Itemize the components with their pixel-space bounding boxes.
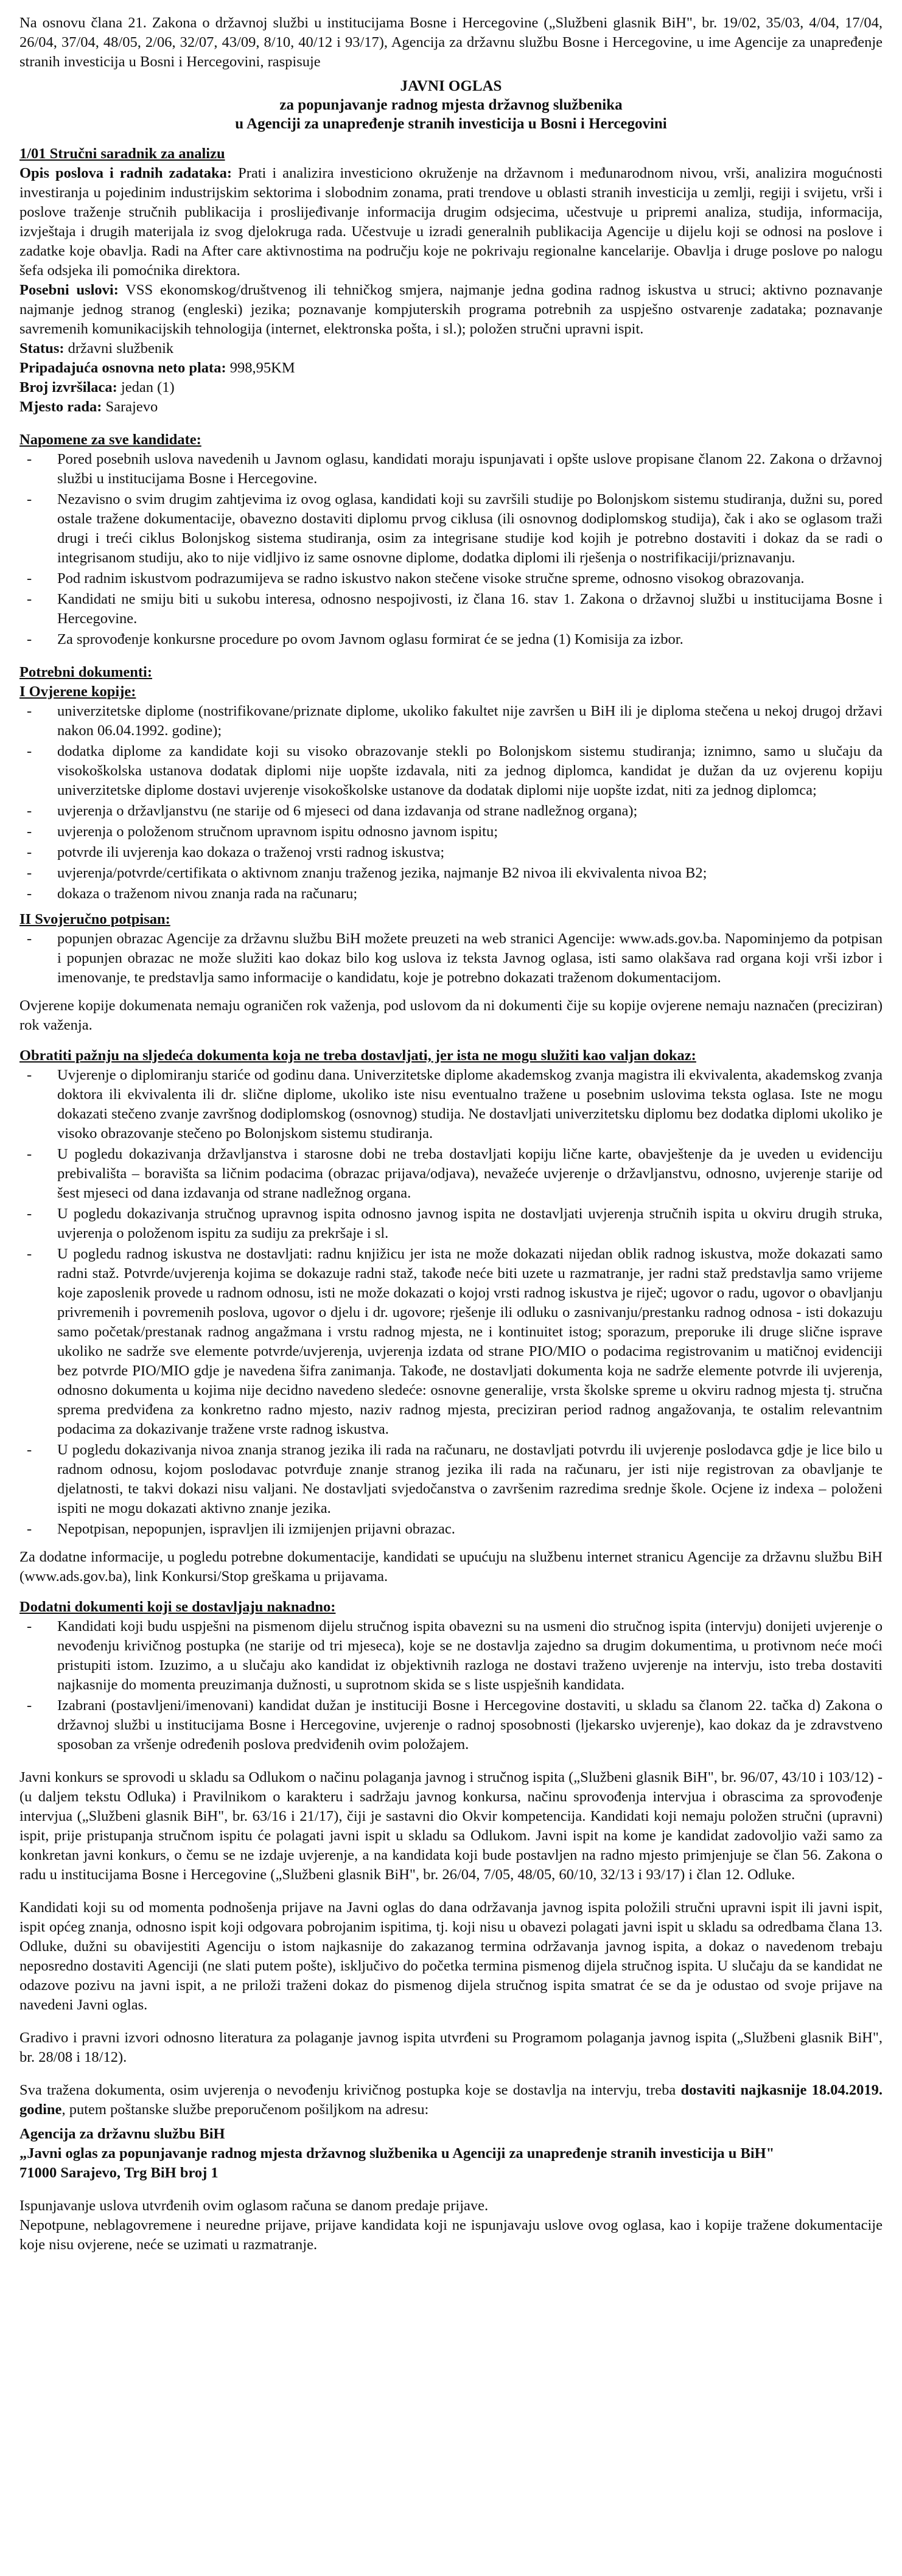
list-item: - U pogledu dokazivanja nivoa znanja stranog jezika ili rada na računaru, ne dostavljati potvrdu ili uvjerenje poslodavca gdje je lice bilo u radnom odnosu, kojom poslodavac potvrđuje znanje stranog jezika ili rada na računaru, jer isti nije registrovan za obavljanje te djelatnosti, te takvi dokazi nisu valjani. Ne dostavljati svjedočanstva o završenim razredima srednje škole. Ocjene iz indexa – položeni ispiti ne mogu dokazati aktivno znanje jezika. xyxy=(57,1440,883,1518)
description-label: Opis poslova i radnih zadataka: xyxy=(19,165,232,181)
location-label: Mjesto rada: xyxy=(19,399,102,415)
description-text: Prati i analizira investiciono okruženje na državnom i međunarodnom nivou, vrši, analizira mogućnosti investiranja u pojedinim industrijskim sektorima i slobodnim zonama, prati trendove u oblasti stranih investicija u zemlji, regiji i svijetu, vrši i poslove traženje stručnih publikacija i proslijeđivanje informacija drugim odsjecima, učestvuje u pripremi analiza, studija, informacija, izvještaja i drugih materijala iz svog djelokruga rada. Učestvuje u izradi generalnih publikacija Agencije u dijelu koji se odnosi na poslove i zadatke koje obavlja. Radi na After care aktivnostima na području koje ne pokrivaju regionalne kancelarije. Obavlja i druge poslove po nalogu šefa odsjeka ili pomoćnika direktora. xyxy=(19,165,883,279)
position-location xyxy=(19,397,883,417)
title-line-3: u Agenciji za unapređenje stranih investicija u Bosni i Hercegovini xyxy=(235,116,667,132)
status-label: Status: xyxy=(19,340,65,357)
documents-section xyxy=(19,663,883,1035)
list-item: - U pogledu dokazivanja stručnog upravnog ispita odnosno javnog ispita ne dostavljati uvjerenja stručnih ispita u okviru drugih struka, uvjerenja o položenom ispitu za sudiju za prekršaje i sl. xyxy=(57,1204,883,1243)
address-line-2: „Javni oglas za popunjavanje radnog mjesta državnog službenika u Agenciji za unapređenje stranih investicija u BiH" xyxy=(19,2145,775,2162)
list-item: - dodatka diplome za kandidate koji su visoko obrazovanje stekli po Bolonjskom sistemu studiranja; iznimno, samo u slučaju da visokoškolska ustanova dodatak diplomi nije uopšte izdavala, niti za jednog diplomca, kandidat je dužan da uz ovjerenu kopiju univerzitetske diplome dostavi uvjerenje visokoškolske ustanove da dodatak diplomi nije uopšte izdat, niti za jednog diplomca; xyxy=(57,742,883,800)
documents-heading: Potrebni dokumenti: xyxy=(19,664,153,680)
certified-copies-list xyxy=(19,702,883,904)
list-item: - potvrde ili uvjerenja kao dokaza o traženoj vrsti radnog iskustva; xyxy=(57,843,883,862)
list-item: - uvjerenja o državljanstvu (ne starije od 6 mjeseci od dana izdavanja od strane nadležnog organa); xyxy=(57,801,883,821)
literature-paragraph: Gradivo i pravni izvori odnosno literatura za polaganje javnog ispita utvrđeni su Programom polaganja javnog ispita („Službeni glasnik BiH", br. 28/08 i 18/12). xyxy=(19,2030,883,2065)
address-line-3: 71000 Sarajevo, Trg BiH broj 1 xyxy=(19,2165,219,2181)
certified-copies-heading: I Ovjerene kopije: xyxy=(19,683,136,700)
notes-section xyxy=(19,430,883,649)
submission-text-after: , putem poštanske službe preporučenom pošiljkom na adresu: xyxy=(61,2101,429,2118)
attention-list xyxy=(19,1066,883,1539)
list-item: - Nezavisno o svim drugim zahtjevima iz ovog oglasa, kandidati koji su završili studije po Bolonjskom sistemu studiranja, dužni su, pored ostale tražene dokumentacije, obavezno dostaviti diplomu prvog ciklusa (ili osnovnog dodiplomskog studija), čak i ako se oglasom traži drugi i treći ciklus Bolonjskog sistema studiranja, osim za integrisane studije kod kojih je potrebno dostaviti i dokaz da se radi o integrisanom studiju, ako to nije vidljivo iz same osnovne diplome, dodatka diplomi ili rješenja o nostrifikaciji/priznavanju. xyxy=(57,490,883,568)
additional-info: Za dodatne informacije, u pogledu potrebne dokumentacije, kandidati se upućuju na službenu internet stranicu Agencije za državnu službu BiH (www.ads.gov.ba), link Konkursi/Stop greškama u prijavama. xyxy=(19,1549,883,1585)
position-section xyxy=(19,144,883,417)
later-documents-list xyxy=(19,1617,883,1754)
position-description xyxy=(19,164,883,281)
attention-section xyxy=(19,1046,883,1539)
list-item: - Pod radnim iskustvom podrazumijeva se radno iskustvo nakon stečene visoke stručne spreme, odnosno visokog obrazovanja. xyxy=(57,569,883,588)
list-item: - Izabrani (postavljeni/imenovani) kandidat dužan je instituciji Bosne i Hercegovine dostaviti, u skladu sa članom 22. tačka d) Zakona o državnoj službi u institucijama Bosne i Hercegovine, uvjerenje o radnoj sposobnosti (ljekarsko uvjerenje), kao dokaz da je zdravstveno sposoban za vršenje određenih poslova predviđenih ovim položajem. xyxy=(57,1696,883,1754)
list-item: - U pogledu radnog iskustva ne dostavljati: radnu knjižicu jer ista ne može dokazati nijedan oblik radnog iskustva, može dokazati samo radni staž. Potvrde/uvjerenja kojima se dokazuje radni staž, takođe neće biti uzete u razmatranje, jer radni staž predstavlja samo vrijeme koje zaposlenik provede u radnom odnosu, isti ne može dokazati o kojoj vrsti radnog iskustva je riječ; ugovor o radu, ugovor o obavljanju privremenih i povremenih poslova, ugovor o djelu i dr. ugovore; rješenje ili odluku o zasnivanju/prestanku radnog odnosa - isti dokazuju samo početak/prestanak radnog angažmana i vrstu radnog mjesta, ne i kontinuitet istog; sporazum, preporuke ili druge slične isprave ukoliko ne sadrže sve elemente potvrde/uvjerenja, uvjerenja izdata od strane PIO/MIO o podacima registrovanim u matičnoj evidenciji bez potvrde PIO/MIO gdje je navedena šifra zanimanja. Takođe, ne dostavljati dokumenta koja ne sadrže elemente potvrde ili uvjerenja, odnosno dokumenta u kojima nije decidno navedeno sledeće: osnovne generalije, vrsta školske spreme u okviru radnog mjesta tj. stručna sprema predviđena za konkretno radno mjesto, naziv radnog mjesta, preciziran period radnog angažovanja, te ostalim relevantnim podacima za dokazivanje tražene vrste radnog iskustva. xyxy=(57,1244,883,1439)
title-line-1: JAVNI OGLAS xyxy=(400,78,502,94)
conditions-label: Posebni uslovi: xyxy=(19,282,119,298)
list-item: - dokaza o traženom nivou znanja rada na računaru; xyxy=(57,884,883,904)
list-item: - U pogledu dokazivanja državljanstva i starosne dobi ne treba dostavljati kopiju lične karte, obavještenje da je uveden u evidenciju prebivališta – boravišta sa ličnim podacima (obrazac prijava/odjava), nevažeće uvjerenje o državljanstvu, odnosno, uvjerenje starije od šest mjeseci od dana izdavanja od strane nadležnog organa. xyxy=(57,1145,883,1203)
notes-heading: Napomene za sve kandidate: xyxy=(19,431,201,448)
salary-label: Pripadajuća osnovna neto plata: xyxy=(19,360,226,376)
position-heading: 1/01 Stručni saradnik za analizu xyxy=(19,145,225,162)
list-item: - popunjen obrazac Agencije za državnu službu BiH možete preuzeti na web stranici Agencije: www.ads.gov.ba. Napominjemo da potpisan i popunjen obrazac ne može služiti kao dokaz bilo kog uslova iz teksta Javnog oglasa, isti samo olakšava rad organa koji vrši izbor i imenovanje, te predstavlja samo informacije o kandidatu, koje je potrebno dokazati traženom dokumentacijom. xyxy=(57,929,883,988)
closing-line-1: Ispunjavanje uslova utvrđenih ovim oglasom računa se danom predaje prijave. xyxy=(19,2197,489,2214)
announcement-title xyxy=(19,77,883,133)
conditions-text: VSS ekonomskog/društvenog ili tehničkog smjera, najmanje jedna godina radnog iskustva u struci; aktivno poznavanje najmanje jednog stranog (engleski) jezika; poznavanje kompjuterskih programa potrebnih za uspješno ostvarenje zadataka; poznavanje savremenih komunikacijskih tehnologija (internet, elektronska pošta, i sl.); položen stručni upravni ispit. xyxy=(19,282,883,337)
status-value: državni službenik xyxy=(68,340,174,357)
list-item: - Kandidati koji budu uspješni na pismenom dijelu stručnog ispita obavezni su na usmeni dio stručnog ispita (intervju) donijeti uvjerenje o nevođenju krivičnog postupka (ne starije od tri mjeseca), koje se ne dostavlja zajedno sa drugim dokumentima, u protivnom neće moći pristupiti istom. Izuzimo, a u slučaju ako kandidat iz objektivnih razloga ne dostavi traženo uvjerenje na intervju, isto treba dostaviti najkasnije do momenta preuzimanja dužnosti, u suprotnom skida se s liste uspješnih kandidata. xyxy=(57,1617,883,1695)
executors-label: Broj izvršilaca: xyxy=(19,379,117,396)
list-item: - uvjerenja o položenom stručnom upravnom ispitu odnosno javnom ispitu; xyxy=(57,822,883,842)
list-item: - Nepotpisan, nepopunjen, ispravljen ili izmijenjen prijavni obrazac. xyxy=(57,1520,883,1539)
position-conditions xyxy=(19,281,883,339)
closing-line-2: Nepotpune, neblagovremene i neuredne prijave, prijave kandidata koji ne ispunjavaju uslove ovog oglasa, kao i kopije tražene dokumentacije koje nisu ovjerene, neće se uzimati u razmatranje. xyxy=(19,2217,883,2253)
intro-paragraph: Na osnovu člana 21. Zakona o državnoj službi u institucijama Bosne i Hercegovine („Službeni glasnik BiH", br. 19/02, 35/03, 4/04, 17/04, 26/04, 37/04, 48/05, 2/06, 32/07, 43/09, 8/10, 40/12 i 93/17), Agencija za državnu službu Bosne i Hercegovine, u ime Agencije za unapređenje stranih investicija u Bosni i Hercegovini, raspisuje xyxy=(19,15,883,70)
notes-list xyxy=(19,450,883,649)
title-line-2: za popunjavanje radnog mjesta državnog službenika xyxy=(279,97,623,113)
list-item: - Za sprovođenje konkursne procedure po ovom Javnom oglasu formirat će se jedna (1) Komisija za izbor. xyxy=(57,630,883,649)
list-item: - univerzitetske diplome (nostrifikovane/priznate diplome, ukoliko fakultet nije završen u BiH ili je diploma stečena u nekoj drugoj državi nakon 06.04.1992. godine); xyxy=(57,702,883,741)
position-status xyxy=(19,339,883,358)
address-line-1: Agencija za državnu službu BiH xyxy=(19,2126,225,2142)
passed-exam-paragraph: Kandidati koji su od momenta podnošenja prijave na Javni oglas do dana održavanja javnog ispita položili stručni upravni ispit ili javni ispit, ispit općeg znanja, odnosno ispit koji odgovara pobrojanim ispitima, tj. koji nisu u obavezi polagati javni ispit u skladu sa odredbama člana 13. Odluke, dužni su obavijestiti Agenciju o istom najkasnije do zakazanog termina održavanja javnog ispita, a dokaz o navedenom trebaju neposredno dostaviti Agenciji (ne slati putem pošte), isključivo do početka termina pismenog dijela stručnog ispita. U slučaju da se kandidat ne odazove pozivu na javni ispit, a ne priloži traženi dokaz do pismenog dijela stručnog ispita smatrat će se da je odustao od svoje prijave na navedeni Javni oglas. xyxy=(19,1899,883,2013)
list-item: - Pored posebnih uslova navedenih u Javnom oglasu, kandidati moraju ispunjavati i opšte uslove propisane članom 22. Zakona o državnoj službi u institucijama Bosne i Hercegovine. xyxy=(57,450,883,489)
validity-note: Ovjerene kopije dokumenata nemaju ograničen rok važenja, pod uslovom da ni dokumenti čije su kopije ovjerene nemaju naznačen (preciziran) rok važenja. xyxy=(19,997,883,1033)
later-documents-heading: Dodatni dokumenti koji se dostavljaju naknadno: xyxy=(19,1599,336,1615)
submission-deadline: dostaviti najkasnije 18.04.2019. godine xyxy=(19,2082,883,2118)
list-item: - Kandidati ne smiju biti u sukobu interesa, odnosno nespojivosti, iz člana 16. stav 1. Zakona o državnoj službi u institucijama Bosne i Hercegovine. xyxy=(57,590,883,629)
handwritten-list xyxy=(19,929,883,988)
position-executors xyxy=(19,378,883,397)
list-item: - uvjerenja/potvrde/certifikata o aktivnom znanju traženog jezika, najmanje B2 nivoa ili ekvivalenta nivoa B2; xyxy=(57,864,883,883)
later-documents-section xyxy=(19,1597,883,1754)
handwritten-heading: II Svojeručno potpisan: xyxy=(19,911,170,927)
submission-text-before: Sva tražena dokumenta, osim uvjerenja o nevođenju krivičnog postupka koje se dostavlja na intervju, treba xyxy=(19,2082,676,2098)
location-value: Sarajevo xyxy=(105,399,158,415)
attention-heading: Obratiti pažnju na sljedeća dokumenta koja ne treba dostavljati, jer ista ne mogu služiti kao valjan dokaz: xyxy=(19,1047,696,1064)
mailing-address xyxy=(19,2124,883,2183)
exam-procedure-paragraph: Javni konkurs se sprovodi u skladu sa Odlukom o načinu polaganja javnog i stručnog ispita („Službeni glasnik BiH", br. 96/07, 43/10 i 103/12) - (u daljem tekstu Odluka) i Pravilnikom o karakteru i sadržaju javnog konkursa, načinu sprovođenja intervjua i obrascima za sprovođenje intervjua („Službeni glasnik BiH", br. 63/16 i 21/17), čiji je sastavni dio Okvir kompetencija. Kandidati koji nemaju položen stručni (upravni) ispit, prije pristupanja stručnom ispitu će polagati javni ispit u skladu sa Odlukom. Javni ispit na kome je kandidat zadovoljio važi samo za konkretan javni konkurs, o čemu se ne izdaje uvjerenje, a na kandidata koji bude postavljen na radno mjesto primjenjuje se član 56. Zakona o radu u institucijama Bosne i Hercegovine („Službeni glasnik BiH", br. 26/04, 7/05, 48/05, 60/10, 32/13 i 93/17) i član 12. Odluke. xyxy=(19,1769,883,1883)
list-item: - Uvjerenje o diplomiranju stariće od godinu dana. Univerzitetske diplome akademskog zvanja magistra ili ekvivalenta, akademskog zvanja doktora ili ekvivalenta ili dr. slične diplome, ukoliko iste nisu eventualno tražene u posebnim uslovima teksta oglasa. Iste ne mogu dokazati stečeno zvanje završnog dodiplomskog (osnovnog) studija. Ne dostavljati univerzitetsku diplomu bez dodatka diplomi ukoliko je visoko obrazovanje stečeno po Bolonjskom sistemu studiranja. xyxy=(57,1066,883,1143)
position-salary xyxy=(19,358,883,378)
executors-value: jedan (1) xyxy=(121,379,175,396)
salary-value: 998,95KM xyxy=(229,360,295,376)
submission-paragraph xyxy=(19,2081,883,2120)
